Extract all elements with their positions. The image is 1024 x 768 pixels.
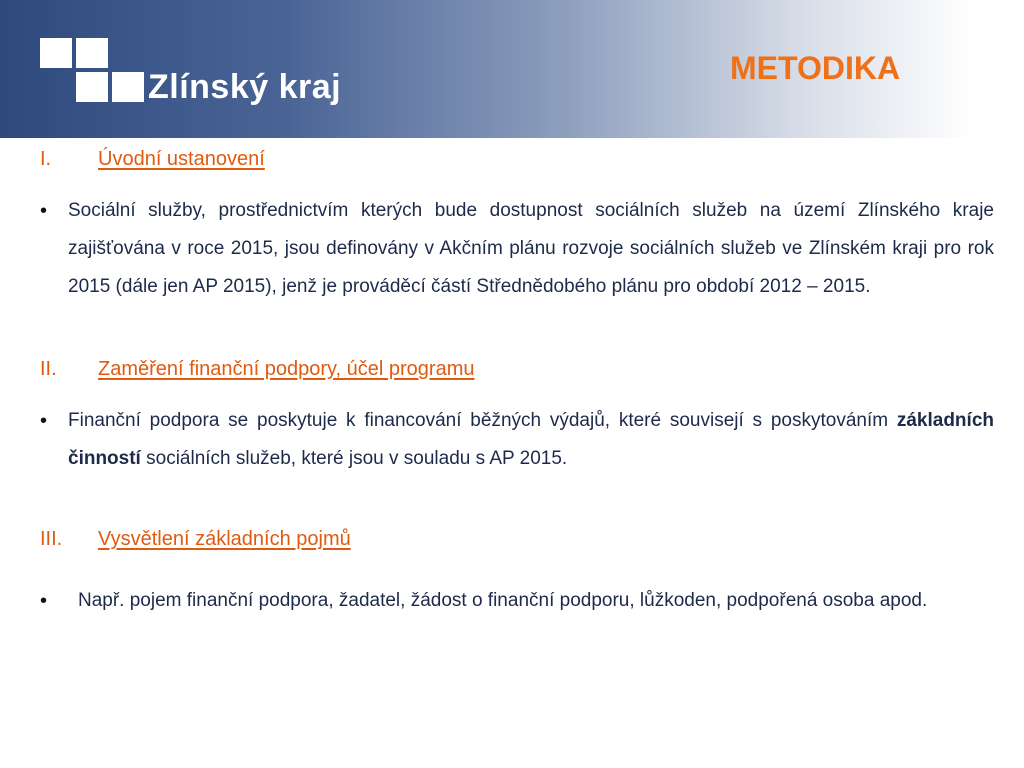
section-number: I. xyxy=(40,148,52,170)
logo-square-icon xyxy=(112,72,144,102)
paragraph-text xyxy=(68,402,994,478)
logo-text: Zlínský kraj xyxy=(148,68,342,106)
page-title: METODIKA xyxy=(730,50,901,86)
section-paragraph-3 xyxy=(40,582,994,620)
paragraph-text-part: Finanční podpora se poskytuje k financování běžných výdajů, které souvisejí s poskytováním xyxy=(68,410,897,431)
header-banner xyxy=(0,0,1024,138)
paragraph-bold-text: základních činností xyxy=(68,410,994,469)
bullet-icon: • xyxy=(40,590,48,612)
section-number: II. xyxy=(40,358,57,380)
section-number: III. xyxy=(40,528,63,550)
logo-square-icon xyxy=(76,38,108,68)
content xyxy=(40,148,994,620)
paragraph-text: Např. pojem finanční podpora, žadatel, žádost o finanční podporu, lůžkoden, podpořená osoba apod. xyxy=(78,590,928,611)
section-paragraph-2 xyxy=(40,402,994,478)
section-heading-1 xyxy=(40,148,994,184)
section-title: Úvodní ustanovení xyxy=(98,148,265,170)
section-paragraph-1 xyxy=(40,192,994,306)
section-heading-2 xyxy=(40,358,994,394)
section-title: Zaměření finanční podpory, účel programu xyxy=(98,358,475,380)
bullet-icon: • xyxy=(40,410,48,432)
logo-square-icon xyxy=(40,38,72,68)
logo-square-icon xyxy=(76,72,108,102)
zlinsky-kraj-logo xyxy=(40,38,340,118)
paragraph-text: Sociální služby, prostřednictvím kterých bude dostupnost sociálních služeb na území Zlínského kraje zajišťována v roce 2015, jsou definovány v Akčním plánu rozvoje sociálních služeb ve Zlínském kraji pro rok 2015 (dále jen AP 2015), jenž je prováděcí částí Střednědobého plánu pro období 2012 – 2015. xyxy=(68,200,994,297)
paragraph-text-part: sociálních služeb, které jsou v souladu s AP 2015. xyxy=(140,448,568,469)
bullet-icon: • xyxy=(40,200,48,222)
section-heading-3 xyxy=(40,528,994,564)
section-title: Vysvětlení základních pojmů xyxy=(98,528,351,550)
